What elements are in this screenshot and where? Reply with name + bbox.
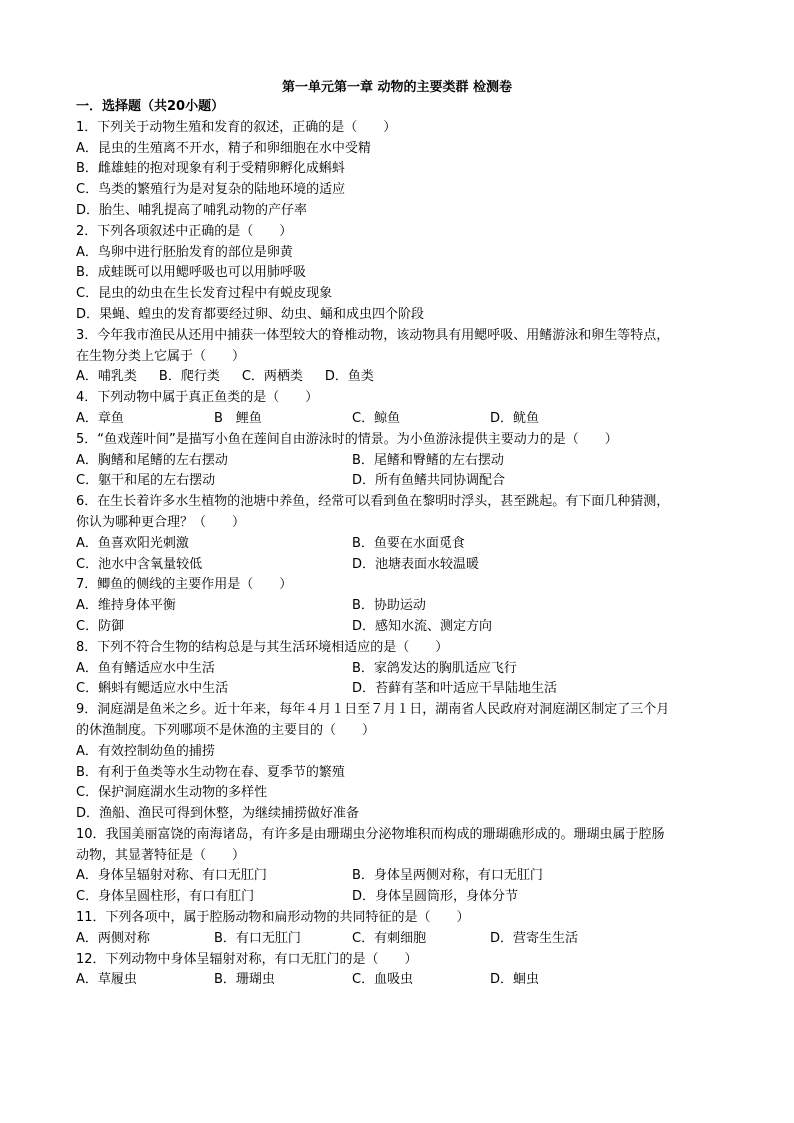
option-a: A．维持身体平衡 <box>76 598 176 614</box>
option-c: C．鲸鱼 <box>352 410 401 426</box>
options-row <box>76 471 726 492</box>
option-a: A．鸟卵中进行胚胎发育的部位是卵黄 <box>76 244 293 260</box>
question-stem: 8．下列不符合生物的结构总是与其生活环境相适应的是（ ） <box>76 639 449 655</box>
question-10 <box>76 825 726 908</box>
question-stem: 7．鲫鱼的侧线的主要作用是（ ） <box>76 577 293 593</box>
option-d: D．鱼类 <box>324 369 374 385</box>
option-a: A．胸鳍和尾鳍的左右摆动 <box>76 452 228 468</box>
option-a: A．草履虫 <box>76 972 137 988</box>
options-row <box>76 451 726 472</box>
option-b: B．尾鳍和臀鳍的左右摆动 <box>352 452 504 468</box>
options-row <box>76 617 726 638</box>
option-a: A．两侧对称 <box>76 930 150 946</box>
question-stem: 4．下列动物中属于真正鱼类的是（ ） <box>76 390 319 406</box>
question-5 <box>76 430 726 492</box>
question-2 <box>76 222 726 326</box>
option-d: D．营寄生生活 <box>490 930 579 946</box>
question-stem: 12．下列动物中身体呈辐射对称，有口无肛门的是（ ） <box>76 951 418 967</box>
option-d: D．身体呈圆筒形，身体分节 <box>352 889 519 905</box>
option-d: D．感知水流、测定方向 <box>352 618 493 634</box>
option-d: D．蛔虫 <box>490 972 540 988</box>
question-stem: 9．洞庭湖是鱼米之乡。近十年来，每年４月１日至７月１日，湖南省人民政府对洞庭湖区制定了三个月 <box>76 702 670 718</box>
option-c: C．昆虫的幼虫在生长发育过程中有蜕皮现象 <box>76 286 333 302</box>
option-c: C．血吸虫 <box>352 972 414 988</box>
question-stem: 6．在生长着许多水生植物的池塘中养鱼，经常可以看到鱼在黎明时浮头，甚至跳起。有下面几种猜测， <box>76 494 670 510</box>
option-a: A．身体呈辐射对称、有口无肛门 <box>76 868 267 884</box>
question-stem: 3．今年我市渔民从还用中捕获一体型较大的脊椎动物，该动物具有用鳃呼吸、用鳍游泳和卵生等特点， <box>76 327 670 343</box>
option-b: B 鲤鱼 <box>214 410 262 426</box>
option-b: B．协助运动 <box>352 598 426 614</box>
options-row <box>76 970 726 991</box>
options-row <box>76 534 726 555</box>
option-a: A．昆虫的生殖离不开水，精子和卵细胞在水中受精 <box>76 140 371 156</box>
option-a: A．鱼喜欢阳光刺激 <box>76 535 189 551</box>
option-d: D．胎生、哺乳提高了哺乳动物的产仔率 <box>76 202 308 218</box>
option-b: B．爬行类 <box>158 369 220 385</box>
option-a: A．鱼有鳍适应水中生活 <box>76 660 215 676</box>
option-c: C．两栖类 <box>241 369 303 385</box>
options-row <box>76 929 726 950</box>
question-stem: 5．“鱼戏莲叶间”是描写小鱼在莲间自由游泳时的情景。为小鱼游泳提供主要动力的是（ ） <box>76 431 618 447</box>
option-d: D．所有鱼鳍共同协调配合 <box>352 473 506 489</box>
option-d: D．鱿鱼 <box>490 410 540 426</box>
question-1 <box>76 118 726 222</box>
question-stem-cont: 动物，其显著特征是（ ） <box>76 847 246 863</box>
question-stem-cont: 的休渔制度。下列哪项不是休渔的主要目的（ ） <box>76 722 376 738</box>
question-stem-cont: 在生物分类上它属于（ ） <box>76 348 246 364</box>
exam-content <box>76 97 726 991</box>
option-d: D．苔藓有茎和叶适应干旱陆地生活 <box>352 681 558 697</box>
options-row <box>76 659 726 680</box>
question-4 <box>76 388 726 430</box>
options-row <box>76 679 726 700</box>
option-b: B．鱼要在水面觅食 <box>352 535 465 551</box>
question-11 <box>76 908 726 950</box>
question-3 <box>76 326 726 388</box>
section-heading: 一．选择题（共20小题） <box>76 99 225 114</box>
exam-title: 第一单元第一章 动物的主要类群 检测卷 <box>281 80 513 95</box>
option-b: B．有口无肛门 <box>214 930 301 946</box>
option-c: C．躯干和尾的左右摆动 <box>76 473 216 489</box>
question-stem: 1．下列关于动物生殖和发育的叙述，正确的是（ ） <box>76 119 397 135</box>
option-c: C．蝌蚪有鳃适应水中生活 <box>76 681 229 697</box>
option-b: B．雌雄蛙的抱对现象有利于受精卵孵化成蝌蚪 <box>76 161 345 177</box>
option-b: B．身体呈两侧对称，有口无肛门 <box>352 868 543 884</box>
options-row <box>76 866 726 887</box>
question-stem-cont: 你认为哪种更合理？（ ） <box>76 514 246 530</box>
option-b: B．家鸽发达的胸肌适应飞行 <box>352 660 517 676</box>
question-7 <box>76 575 726 637</box>
options-row <box>76 409 726 430</box>
option-b: B．有利于鱼类等水生动物在春、夏季节的繁殖 <box>76 764 345 780</box>
option-a: A．哺乳类 <box>76 369 137 385</box>
option-c: C．池水中含氧量较低 <box>76 556 203 572</box>
options-row <box>76 596 726 617</box>
option-c: C．防御 <box>76 618 125 634</box>
option-b: B．成蛙既可以用鳃呼吸也可以用肺呼吸 <box>76 265 306 281</box>
question-stem: 11．下列各项中，属于腔肠动物和扁形动物的共同特征的是（ ） <box>76 910 470 926</box>
option-c: C．有刺细胞 <box>352 930 427 946</box>
option-a: A．有效控制幼鱼的捕捞 <box>76 743 215 759</box>
question-9 <box>76 700 726 825</box>
option-c: C．鸟类的繁殖行为是对复杂的陆地环境的适应 <box>76 182 346 198</box>
option-d: D．渔船、渔民可得到休整，为继续捕捞做好准备 <box>76 806 360 822</box>
option-a: A．章鱼 <box>76 410 124 426</box>
option-d: D．果蝇、蝗虫的发育都要经过卵、幼虫、蛹和成虫四个阶段 <box>76 306 425 322</box>
options-row <box>76 555 726 576</box>
question-stem: 10．我国美丽富饶的南海诸岛，有许多是由珊瑚虫分泌物堆积而构成的珊瑚礁形成的。珊瑚虫属于腔肠 <box>76 826 665 842</box>
options-row <box>76 887 726 908</box>
option-b: B．珊瑚虫 <box>214 972 275 988</box>
question-6 <box>76 492 726 575</box>
options-row <box>76 367 726 388</box>
question-stem: 2．下列各项叙述中正确的是（ ） <box>76 223 293 239</box>
option-c: C．保护洞庭湖水生动物的多样性 <box>76 785 268 801</box>
option-c: C．身体呈圆柱形，有口有肛门 <box>76 889 255 905</box>
option-d: D．池塘表面水较温暖 <box>352 556 480 572</box>
question-12 <box>76 950 726 992</box>
question-8 <box>76 638 726 700</box>
